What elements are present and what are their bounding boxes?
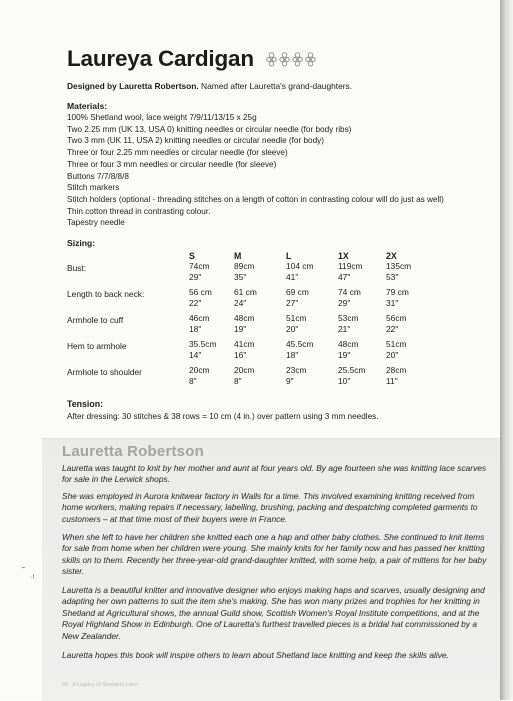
margin-mark-small: ·! [30, 574, 35, 581]
sizing-cell-cm: 104 cm [286, 261, 314, 272]
sizing-cell-inches: 8" [189, 376, 197, 387]
lace-skill-icon [305, 52, 316, 67]
sizing-cell-inches: 18" [286, 350, 299, 361]
sizing-cell-cm: 20cm [234, 365, 255, 376]
size-column-header: M [234, 251, 242, 262]
sizing-cell-cm: 41cm [234, 339, 255, 350]
sizing-cell-inches: 47" [338, 272, 351, 283]
sizing-cell-cm: 56cm [386, 313, 407, 324]
sizing-cell-cm: 69 cm [286, 287, 309, 298]
sizing-cell-inches: 29" [338, 298, 351, 309]
sizing-cell-inches: 11" [386, 376, 398, 387]
lace-skill-icon [292, 52, 303, 67]
sizing-heading: Sizing: [67, 238, 96, 249]
size-column-header: S [189, 251, 195, 262]
material-item: Stitch markers [67, 183, 120, 193]
sizing-cell-inches: 10" [338, 376, 351, 387]
sizing-row-label: Hem to armhole [67, 341, 127, 352]
sizing-row [67, 339, 497, 363]
page-footer [62, 682, 138, 688]
sizing-cell-inches: 18" [189, 324, 202, 335]
sizing-cell-inches: 35" [234, 272, 247, 283]
lace-skill-icon [266, 52, 277, 67]
sizing-cell-inches: 14" [189, 350, 202, 361]
material-item: Two 3 mm (UK 11, USA 2) knitting needles or circular needle (for body) [67, 136, 324, 146]
size-column-header: 2X [386, 251, 397, 262]
bio-paragraph: Lauretta was taught to knit by her mother and aunt at four years old. By age fourteen she was knitting lace scarves for sale in the Lerwick shops. [62, 463, 487, 485]
book-title: A Legacy of Shetland Lace [72, 682, 138, 688]
sizing-cell-cm: 51cm [386, 339, 407, 350]
sizing-cell-inches: 20" [386, 350, 399, 361]
tension-text: After dressing: 30 stitches & 38 rows = 10 cm (4 in.) over pattern using 3 mm needles. [67, 412, 379, 421]
sizing-row-label: Armhole to cuff [67, 315, 124, 326]
pattern-title: Laureya Cardigan [67, 46, 254, 71]
sizing-cell-inches: 29" [189, 272, 202, 283]
bio-heading: Lauretta Robertson [62, 443, 204, 460]
materials-heading: Materials: [67, 101, 108, 111]
material-item: Three or four 3 mm needles or circular needle (for sleeve) [67, 159, 277, 169]
bio-paragraph: When she left to have her children she knitted each one a hap and other baby clothes. She continued to knit items for sale from home when her children were young. She mainly knits for her family now and has passed her knitting skills on to them. Recently her three-year-old grand-daughter knitted, with some help, a pair of mittens for her baby sister. [62, 532, 487, 577]
sizing-cell-inches: 8" [234, 376, 242, 387]
sizing-cell-cm: 53cm [338, 313, 359, 324]
designer-credit-rest: Named after Lauretta's grand-daughters. [198, 81, 353, 91]
sizing-cell-cm: 135cm [386, 261, 412, 272]
material-item: Three or four 2.25 mm needles or circular needle (for sleeve) [67, 148, 288, 158]
sizing-cell-inches: 27" [286, 298, 299, 309]
material-item: Tapestry needle [67, 218, 125, 228]
sizing-cell-cm: 46cm [189, 313, 210, 324]
lace-skill-icon [279, 52, 290, 67]
material-item: Two 2.25 mm (UK 13, USA 0) knitting needles or circular needle (for body ribs) [67, 124, 352, 134]
sizing-cell-cm: 20cm [189, 365, 210, 376]
sizing-row [67, 287, 497, 311]
skill-rating [266, 52, 316, 67]
sizing-cell-cm: 45.5cm [286, 339, 314, 350]
sizing-cell-inches: 31" [386, 298, 399, 309]
sizing-table [67, 251, 497, 401]
sizing-cell-cm: 74 cm [338, 287, 361, 298]
pattern-header [67, 45, 497, 401]
size-column-header: L [286, 251, 292, 262]
material-item: Thin cotton thread in contrasting colour. [67, 206, 211, 216]
bio-paragraph: Lauretta is a beautiful knitter and innovative designer who enjoys making haps and scarves, usually designing and adapting her own patterns to suit the item she's making. She has won many prizes and trophies for her knitting in Shetland at Agricultural shows, the annual Guild show, Scottish Women's Royal Institute competitions, and at the Royal Highland Show in Edinburgh. One of Lauretta's furthest travelled pieces is a bridal hat commissioned by a New Zealander. [62, 585, 485, 641]
size-column-header: 1X [338, 251, 349, 262]
material-item: Stitch holders (optional - threading stitches on a length of cotton in contrasting colour will do just as well) [67, 194, 444, 204]
sizing-row [67, 313, 497, 337]
sizing-cell-cm: 79 cm [386, 287, 409, 298]
sizing-cell-cm: 74cm [189, 261, 210, 272]
sizing-cell-cm: 89cm [234, 261, 255, 272]
sizing-cell-cm: 56 cm [189, 287, 212, 298]
sizing-row [67, 365, 497, 389]
sizing-cell-inches: 19" [234, 324, 247, 335]
sizing-cell-inches: 20" [286, 324, 299, 335]
sizing-cell-inches: 21" [338, 324, 351, 335]
sizing-cell-cm: 119cm [338, 261, 363, 272]
material-item: 100% Shetland wool, lace weight 7/9/11/13/15 x 25g [67, 113, 257, 122]
sizing-row-label: Armhole to shoulder [67, 367, 142, 378]
sizing-cell-inches: 53" [386, 272, 399, 283]
sizing-cell-cm: 61 cm [234, 287, 257, 298]
sizing-cell-cm: 51cm [286, 313, 307, 324]
material-item: Buttons 7/7/8/8/8 [67, 171, 129, 181]
bio-paragraph: She was employed in Aurora knitwear factory in Walls for a time. This involved examining knitting received from home workers, making repairs if necessary, labelling, brushing, packing and despatching completed garments to customers – at that time most of their buyers were in France. [62, 491, 478, 524]
bio-paragraph: Lauretta hopes this book will inspire others to learn about Shetland lace knitting and keep the skills alive. [62, 650, 449, 660]
sizing-row-label: Length to back neck: [67, 289, 145, 300]
sizing-cell-cm: 25.5cm [338, 365, 366, 376]
sizing-cell-cm: 48cm [234, 313, 255, 324]
sizing-cell-inches: 22" [386, 324, 399, 335]
sizing-cell-cm: 23cm [286, 365, 307, 376]
sizing-cell-inches: 9" [286, 376, 294, 387]
sizing-cell-cm: 35.5cm [189, 339, 217, 350]
sizing-cell-inches: 22" [189, 298, 202, 309]
book-spine-edge [500, 0, 513, 700]
sizing-row [67, 261, 497, 285]
designer-credit [67, 81, 497, 92]
pattern-title-row [67, 45, 497, 73]
designer-bio-box [42, 438, 500, 701]
sizing-row-label: Bust: [67, 263, 87, 274]
materials-list [67, 112, 497, 229]
sizing-cell-cm: 48cm [338, 339, 359, 350]
page-number: 60 [62, 682, 69, 688]
margin-mark: ˜ [22, 566, 25, 575]
sizing-cell-inches: 41" [286, 272, 299, 283]
tension-heading: Tension: [67, 399, 103, 409]
sizing-cell-inches: 16" [234, 350, 247, 361]
sizing-cell-inches: 24" [234, 298, 247, 309]
sizing-cell-cm: 28cm [386, 365, 407, 376]
designer-credit-bold: Designed by Lauretta Robertson. [67, 81, 199, 91]
sizing-cell-inches: 19" [338, 350, 351, 361]
